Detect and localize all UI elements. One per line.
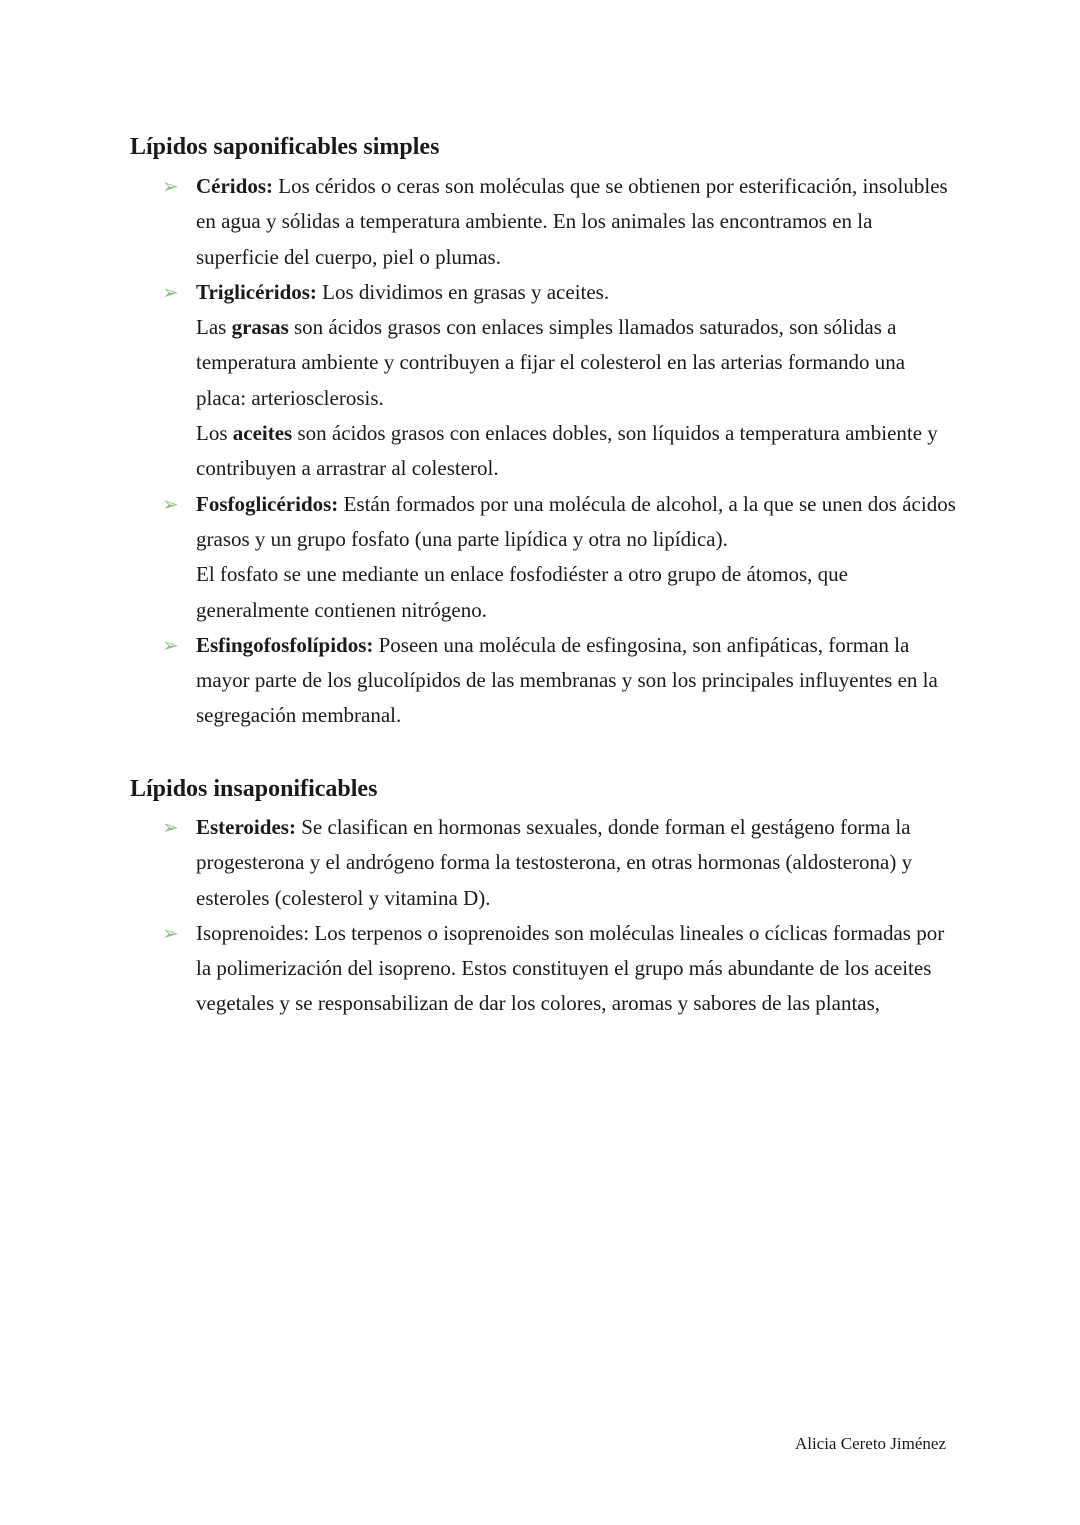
arrow-bullet-icon: ➢ bbox=[162, 920, 179, 945]
emphasized-term: aceites bbox=[232, 421, 293, 446]
section-list bbox=[160, 810, 960, 1022]
emphasized-term: grasas bbox=[231, 315, 289, 340]
item-term: Triglicéridos: bbox=[196, 279, 317, 304]
item-paragraph: Esteroides: Se clasifican en hormonas sexuales, donde forman el gestágeno forma la progesterona y el andrógeno forma la testosterona, en otras hormonas (aldosterona) y esteroles (colesterol y vitamina D). bbox=[196, 815, 913, 910]
list-item bbox=[160, 810, 960, 916]
item-paragraph: Triglicéridos: Los dividimos en grasas y aceites. bbox=[196, 279, 610, 304]
footer-author: Alicia Cereto Jiménez bbox=[794, 1434, 946, 1453]
item-paragraph: Fosfoglicéridos: Están formados por una molécula de alcohol, a la que se unen dos ácidos grasos y un grupo fosfato (una parte lipídica y otra no lipídica). bbox=[196, 491, 956, 551]
list-item bbox=[160, 628, 960, 734]
item-term: Esfingofosfolípidos: bbox=[196, 632, 374, 657]
arrow-bullet-icon: ➢ bbox=[162, 279, 179, 304]
item-term: Fosfoglicéridos: bbox=[196, 491, 339, 516]
item-paragraph: Los aceites son ácidos grasos con enlaces dobles, son líquidos a temperatura ambiente y contribuyen a arrastrar al colesterol. bbox=[196, 421, 938, 481]
section-title: Lípidos insaponificables bbox=[130, 776, 378, 802]
section-list bbox=[160, 169, 960, 734]
arrow-bullet-icon: ➢ bbox=[162, 632, 179, 657]
list-item bbox=[160, 916, 960, 1022]
list-item bbox=[160, 169, 960, 275]
item-paragraph: Esfingofosfolípidos: Poseen una molécula de esfingosina, son anfipáticas, forman la mayor parte de los glucolípidos de las membranas y son los principales influyentes en la segregación membranal. bbox=[196, 632, 938, 728]
item-paragraph: El fosfato se une mediante un enlace fosfodiéster a otro grupo de átomos, que generalmente contienen nitrógeno. bbox=[196, 562, 848, 622]
list-item bbox=[160, 487, 960, 628]
section-title: Lípidos saponificables simples bbox=[130, 134, 440, 160]
item-term: Céridos: bbox=[196, 174, 273, 198]
list-item bbox=[160, 275, 960, 487]
item-paragraph: Las grasas son ácidos grasos con enlaces simples llamados saturados, son sólidas a temperatura ambiente y contribuyen a fijar el colesterol en las arterias formando una placa: arteriosclerosis. bbox=[196, 315, 906, 410]
arrow-bullet-icon: ➢ bbox=[162, 174, 179, 198]
arrow-bullet-icon: ➢ bbox=[162, 491, 179, 516]
item-paragraph: Céridos: Los céridos o ceras son moléculas que se obtienen por esterificación, insolubles en agua y sólidas a temperatura ambiente. En los animales las encontramos en la superficie del cuerpo, piel o plumas. bbox=[196, 174, 948, 269]
arrow-bullet-icon: ➢ bbox=[162, 815, 179, 839]
item-paragraph: Isoprenoides: Los terpenos o isoprenoides son moléculas lineales o cíclicas formadas por la polimerización del isopreno. Estos constituyen el grupo más abundante de los aceites vegetales y se responsabilizan de dar los colores, aromas y sabores de las plantas, bbox=[196, 920, 945, 1016]
item-term: Esteroides: bbox=[196, 815, 296, 839]
